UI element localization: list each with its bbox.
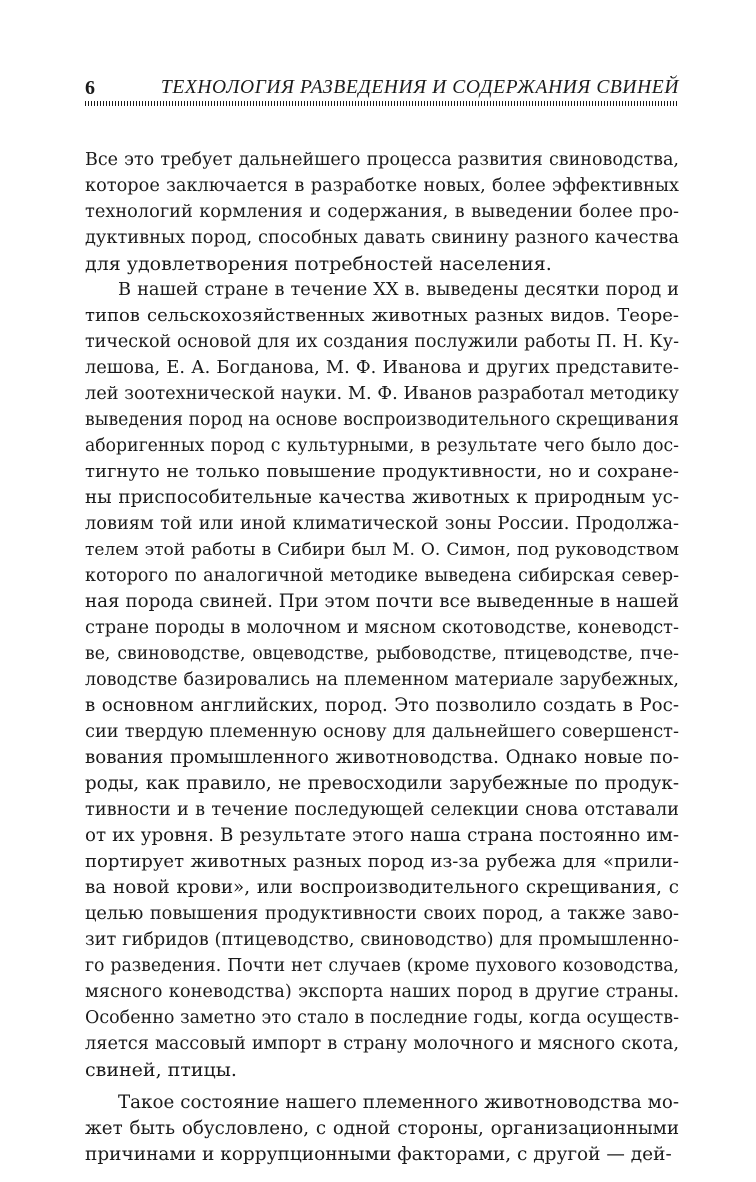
text-line: мясного коневодства) экспорта наших пород в другие страны. bbox=[85, 982, 679, 1002]
text-line: тической основой для их создания послужили работы П. Н. Ку- bbox=[85, 332, 679, 352]
paragraph bbox=[85, 1090, 679, 1168]
text-line: зит гибридов (птицеводство, свиноводство) для промышленно- bbox=[85, 930, 679, 950]
text-line: технологий кормления и содержания, в выведении более про- bbox=[85, 202, 679, 222]
text-line: которого по аналогичной методике выведена сибирская север- bbox=[85, 566, 679, 586]
running-header bbox=[85, 76, 679, 100]
text-line: Такое состояние нашего племенного животноводства мо- bbox=[118, 1092, 679, 1113]
text-line: свиней, птицы. bbox=[85, 1059, 237, 1081]
text-line: причинами и коррупционными факторами, с другой — дей- bbox=[85, 1144, 672, 1165]
text-line: В нашей стране в течение XX в. выведены десятки пород и bbox=[118, 280, 679, 300]
text-line: портирует животных разных пород из-за рубежа для «прили- bbox=[85, 851, 679, 872]
paragraph bbox=[85, 147, 679, 277]
text-line: ны приспособительные качества животных к природным ус- bbox=[85, 487, 679, 508]
page-number: 6 bbox=[85, 77, 95, 99]
text-line: ва новой крови», или воспроизводительного скрещивания, с bbox=[85, 877, 679, 898]
text-line: тивности и в течение последующей селекции снова отставали bbox=[85, 800, 679, 820]
text-line: в основном английских, пород. Это позволило создать в Рос- bbox=[85, 695, 679, 716]
text-line: ве, свиноводстве, овцеводстве, рыбоводстве, птицеводстве, пче- bbox=[85, 644, 679, 664]
text-line: для удовлетворения потребностей населения. bbox=[85, 253, 552, 275]
text-line: ловиям той или иной климатической зоны России. Продолжа- bbox=[85, 514, 679, 534]
header-rule bbox=[85, 101, 679, 106]
text-line: Все это требует дальнейшего процесса развития свиноводства, bbox=[85, 150, 679, 170]
text-line: выведения пород на основе воспроизводительного скрещивания bbox=[85, 410, 679, 430]
text-line: аборигенных пород с культурными, в результате чего было дос- bbox=[85, 436, 679, 456]
text-line: Особенно заметно это стало в последние годы, когда осуществ- bbox=[85, 1008, 679, 1028]
text-line: лешова, Е. А. Богданова, М. Ф. Иванова и других представите- bbox=[85, 358, 679, 378]
text-line: роды, как правило, не превосходили зарубежные по продук- bbox=[85, 773, 679, 794]
text-line: жет быть обусловлено, с одной стороны, организационными bbox=[85, 1118, 679, 1139]
text-line: вования промышленного животноводства. Однако новые по- bbox=[85, 747, 679, 768]
body-text bbox=[85, 147, 679, 1168]
paragraph-gap bbox=[85, 1083, 679, 1090]
text-line: дуктивных пород, способных давать свинину разного качества bbox=[85, 228, 679, 248]
text-line: стране породы в молочном и мясном скотоводстве, коневодст- bbox=[85, 618, 679, 638]
text-line: лей зоотехнической науки. М. Ф. Иванов разработал методику bbox=[85, 384, 679, 404]
text-line: типов сельскохозяйственных животных разных видов. Теоре- bbox=[85, 305, 679, 326]
text-line: телем этой работы в Сибири был М. О. Симон, под руководством bbox=[85, 540, 679, 560]
running-title: ТЕХНОЛОГИЯ РАЗВЕДЕНИЯ И СОДЕРЖАНИЯ СВИНЕЙ bbox=[160, 77, 679, 98]
paragraph bbox=[85, 277, 679, 1083]
text-line: ляется массовый импорт в страну молочного и мясного скота, bbox=[85, 1034, 679, 1054]
text-line: тигнуто не только повышение продуктивности, но и сохране- bbox=[85, 461, 679, 482]
text-line: от их уровня. В результате этого наша страна постоянно им- bbox=[85, 825, 679, 846]
text-line: ная порода свиней. При этом почти все выведенные в нашей bbox=[85, 591, 679, 612]
text-line: целью повышения продуктивности своих пород, а также заво- bbox=[85, 904, 679, 924]
text-line: го разведения. Почти нет случаев (кроме пухового козоводства, bbox=[85, 956, 679, 976]
text-line: сии твердую племенную основу для дальнейшего совершенст- bbox=[85, 722, 679, 742]
text-line: ловодстве базировались на племенном материале зарубежных, bbox=[85, 670, 679, 690]
text-line: которое заключается в разработке новых, более эффективных bbox=[85, 176, 679, 196]
